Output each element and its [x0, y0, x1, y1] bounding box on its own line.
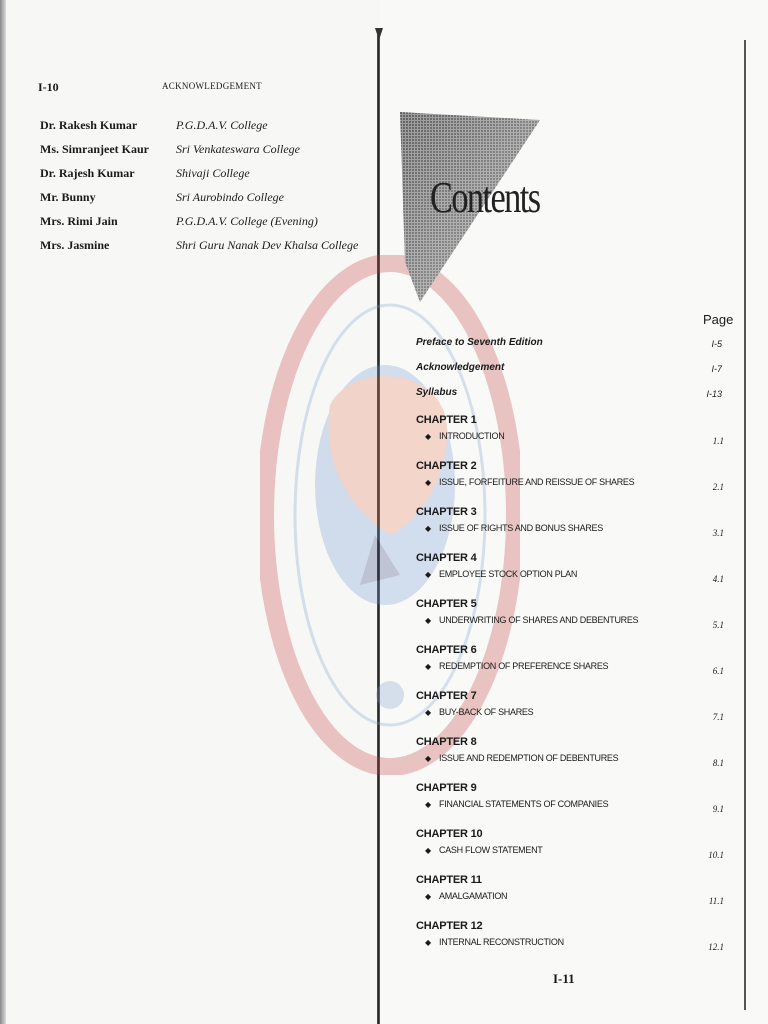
person-name: Dr. Rakesh Kumar: [40, 118, 138, 132]
person-name: Ms. Simranjeet Kaur: [40, 142, 149, 156]
running-head: ACKNOWLEDGEMENT: [162, 81, 262, 91]
acknowledgement-row: [40, 142, 370, 166]
diamond-bullet-icon: ◆: [425, 800, 432, 809]
diamond-bullet-icon: ◆: [425, 846, 432, 855]
toc-entry[interactable]: [416, 337, 726, 355]
left-page-edge: [0, 0, 6, 1024]
book-spine: [377, 28, 380, 1024]
chapter-title: EMPLOYEE STOCK OPTION PLAN: [439, 569, 578, 579]
chapter-title: REDEMPTION OF PREFERENCE SHARES: [439, 661, 609, 671]
chapter-entry[interactable]: [416, 460, 726, 504]
chapter-entry[interactable]: [416, 598, 726, 642]
chapter-number: CHAPTER 7: [416, 690, 477, 702]
diamond-bullet-icon: ◆: [425, 754, 432, 763]
toc-entry-page: I-13: [706, 389, 722, 399]
chapter-number: CHAPTER 1: [416, 414, 477, 426]
acknowledgement-row: [40, 214, 370, 238]
chapter-entry[interactable]: [416, 874, 726, 918]
diamond-bullet-icon: ◆: [425, 708, 432, 717]
toc-entry[interactable]: [416, 387, 726, 405]
college-name: Sri Venkateswara College: [176, 142, 300, 156]
chapter-entry[interactable]: [416, 736, 726, 780]
chapter-number: CHAPTER 11: [416, 874, 482, 886]
chapter-entry[interactable]: [416, 644, 726, 688]
chapter-entry[interactable]: [416, 828, 726, 872]
page-column-heading: Page: [703, 312, 734, 327]
chapter-page: 4.1: [712, 574, 724, 584]
college-name: Sri Aurobindo College: [176, 190, 284, 204]
chapter-title: ISSUE AND REDEMPTION OF DEBENTURES: [439, 753, 619, 763]
toc-entry-page: I-7: [711, 364, 722, 374]
diamond-bullet-icon: ◆: [425, 892, 432, 901]
acknowledgement-row: [40, 166, 370, 190]
right-page-edge: [744, 40, 746, 1010]
person-name: Mrs. Rimi Jain: [40, 214, 118, 228]
college-name: P.G.D.A.V. College: [176, 118, 268, 132]
chapter-number: CHAPTER 8: [416, 736, 477, 748]
diamond-bullet-icon: ◆: [425, 432, 432, 441]
toc-entry-label: Syllabus: [416, 387, 458, 398]
person-name: Mr. Bunny: [40, 190, 96, 204]
chapter-title: BUY-BACK OF SHARES: [439, 707, 534, 717]
chapter-page: 6.1: [712, 666, 724, 676]
chapter-title: ISSUE, FORFEITURE AND REISSUE OF SHARES: [439, 477, 635, 487]
chapter-number: CHAPTER 6: [416, 644, 477, 656]
diamond-bullet-icon: ◆: [425, 616, 432, 625]
chapter-entry[interactable]: [416, 506, 726, 550]
chapter-title: INTRODUCTION: [439, 431, 505, 441]
chapter-page: 1.1: [712, 436, 724, 446]
chapter-number: CHAPTER 12: [416, 920, 483, 932]
right-page-number: I-11: [553, 971, 575, 986]
diamond-bullet-icon: ◆: [425, 478, 432, 487]
chapter-number: CHAPTER 2: [416, 460, 477, 472]
chapter-number: CHAPTER 10: [416, 828, 483, 840]
college-name: Shivaji College: [176, 166, 250, 180]
toc-entry-label: Acknowledgement: [416, 362, 505, 373]
diamond-bullet-icon: ◆: [425, 662, 432, 671]
toc-entry-page: I-5: [711, 339, 722, 349]
chapter-entry[interactable]: [416, 414, 726, 458]
college-name: Shri Guru Nanak Dev Khalsa College: [176, 238, 359, 252]
chapter-title: FINANCIAL STATEMENTS OF COMPANIES: [439, 799, 609, 809]
chapter-number: CHAPTER 5: [416, 598, 477, 610]
chapter-entry[interactable]: [416, 552, 726, 596]
person-name: Dr. Rajesh Kumar: [40, 166, 135, 180]
chapter-title: CASH FLOW STATEMENT: [439, 845, 543, 855]
chapter-title: AMALGAMATION: [439, 891, 508, 901]
chapter-number: CHAPTER 9: [416, 782, 477, 794]
chapter-title: UNDERWRITING OF SHARES AND DEBENTURES: [439, 615, 639, 625]
chapter-page: 5.1: [712, 620, 724, 630]
diamond-bullet-icon: ◆: [425, 570, 432, 579]
left-page-number: I-10: [38, 80, 59, 94]
acknowledgement-row: [40, 238, 370, 262]
diamond-bullet-icon: ◆: [425, 524, 432, 533]
chapter-entry[interactable]: [416, 782, 726, 826]
chapter-page: 10.1: [708, 850, 724, 860]
toc-entry-label: Preface to Seventh Edition: [416, 337, 543, 348]
chapter-title: INTERNAL RECONSTRUCTION: [439, 937, 564, 947]
chapter-page: 3.1: [712, 528, 724, 538]
chapter-page: 2.1: [712, 482, 724, 492]
chapter-entry[interactable]: [416, 920, 726, 964]
diamond-bullet-icon: ◆: [425, 938, 432, 947]
contents-title: Contents: [430, 173, 540, 222]
chapter-page: 9.1: [712, 804, 724, 814]
college-name: P.G.D.A.V. College (Evening): [176, 214, 318, 228]
chapter-page: 12.1: [708, 942, 724, 952]
acknowledgement-row: [40, 190, 370, 214]
spine-marker-icon: [375, 28, 383, 40]
person-name: Mrs. Jasmine: [40, 238, 110, 252]
toc-entry[interactable]: [416, 362, 726, 380]
chapter-number: CHAPTER 4: [416, 552, 477, 564]
chapter-page: 11.1: [708, 896, 724, 906]
chapter-title: ISSUE OF RIGHTS AND BONUS SHARES: [439, 523, 603, 533]
chapter-entry[interactable]: [416, 690, 726, 734]
chapter-page: 8.1: [712, 758, 724, 768]
acknowledgement-row: [40, 118, 370, 142]
chapter-page: 7.1: [712, 712, 724, 722]
chapter-number: CHAPTER 3: [416, 506, 477, 518]
